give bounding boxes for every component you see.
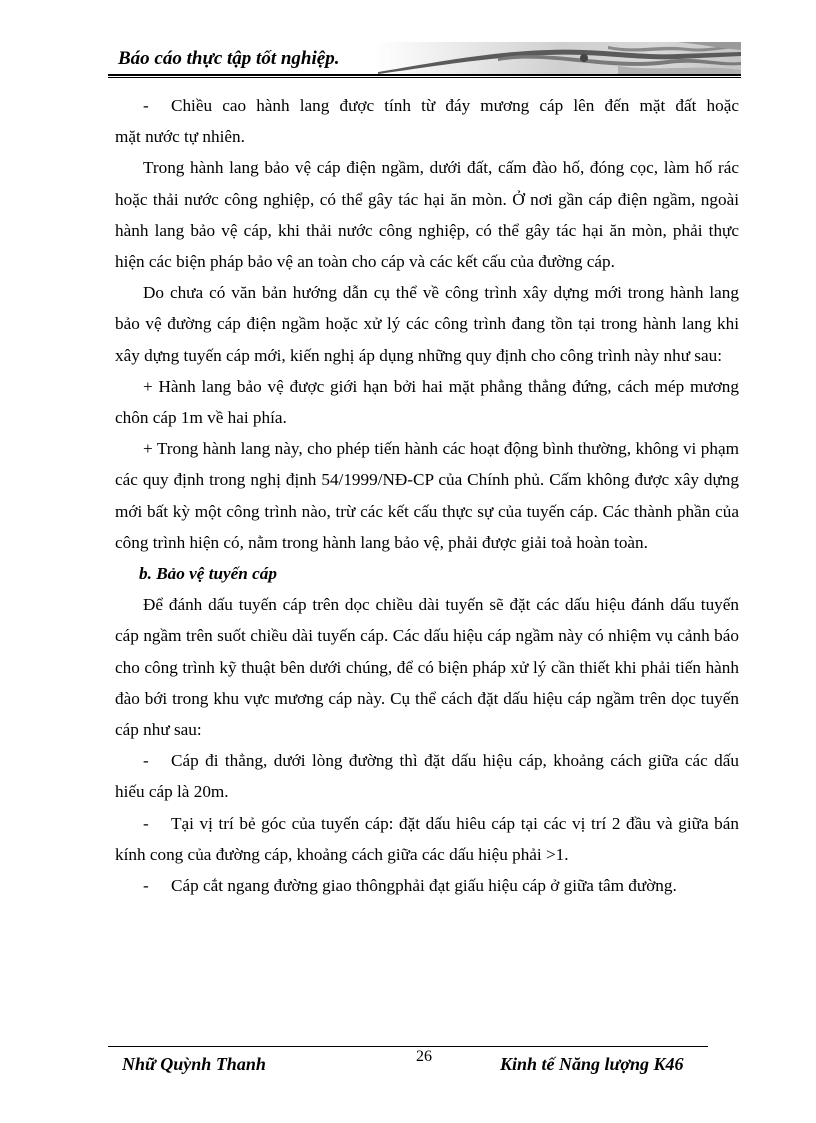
page-header	[108, 42, 741, 74]
paragraph: Do chưa có văn bản hướng dẫn cụ thể về công trình xây dựng mới trong hành lang bảo vệ đường cáp điện ngầm hoặc xử lý các công trình đang tồn tại trong hành lang khi xây dựng tuyến cáp mới, kiến nghị áp dụng những quy định cho công trình này như sau:	[115, 283, 739, 365]
bullet-corridor-height	[115, 90, 739, 121]
footer-department: Kinh tế Năng lượng K46	[500, 1054, 684, 1074]
section-subheading: b. Bảo vệ tuyến cáp	[139, 564, 277, 584]
header-decoration	[378, 42, 741, 74]
paragraph: Để đánh dấu tuyến cáp trên dọc chiều dài tuyến sẽ đặt các dấu hiệu đánh dấu tuyến cáp ngầm trên suốt chiều dài tuyến cáp. Các dấu hiệu cáp ngầm này có nhiệm vụ cảnh báo cho công trình kỹ thuật bên dưới chúng, để có biện pháp xử lý cần thiết khi phải tiến hành đào bới trong khu vực mương cáp này. Cụ thể cách đặt dấu hiệu cáp ngầm trên dọc tuyến cáp như sau:	[115, 595, 739, 740]
bullet-item	[115, 870, 739, 901]
footer-author: Nhữ Quỳnh Thanh	[122, 1054, 266, 1074]
paragraph: Trong hành lang bảo vệ cáp điện ngầm, dưới đất, cấm đào hố, đóng cọc, làm hố rác hoặc thải nước công nghiệp, có thể gây tác hại ăn mòn. Ở nơi gần cáp điện ngầm, ngoài hành lang bảo vệ cáp, khi thải nước công nghiệp, có thể gây tác hại ăn mòn, phải thực hiện các biện pháp bảo vệ an toàn cho cáp và các kết cấu của đường cáp.	[115, 158, 739, 272]
paragraph: + Hành lang bảo vệ được giới hạn bởi hai mặt phẳng thẳng đứng, cách mép mương chôn cáp 1m về hai phía.	[115, 376, 739, 428]
dash-marker: -	[143, 96, 149, 115]
bullet-item	[115, 808, 739, 870]
page-body	[115, 90, 739, 901]
header-rule-thin	[108, 77, 741, 78]
bullet-continuation: mặt nước tự nhiên.	[115, 127, 245, 147]
paragraph: + Trong hành lang này, cho phép tiến hành các hoạt động bình thường, không vi phạm các quy định trong nghị định 54/1999/NĐ-CP của Chính phủ. Cấm không được xây dựng mới bất kỳ một công trình nào, trừ các kết cấu thực sự của tuyến cáp. Các thành phần của công trình hiện có, nằm trong hành lang bảo vệ, phải được giải toả hoàn toàn.	[115, 439, 739, 552]
dash-marker: -	[143, 813, 149, 833]
dash-marker: -	[143, 876, 149, 896]
page-number: 26	[416, 1048, 432, 1065]
bullet-text: Chiều cao hành lang được tính từ đáy mương cáp lên đến mặt đất hoặc	[171, 96, 739, 115]
bullet-item	[115, 745, 739, 807]
bullet-text: Cáp cắt ngang đường giao thôngphải đạt giấu hiệu cáp ở giữa tâm đường.	[171, 876, 677, 896]
header-title: Báo cáo thực tập tốt nghiệp.	[118, 48, 340, 69]
header-rule	[108, 74, 741, 76]
dash-marker: -	[143, 751, 149, 771]
footer-rule	[108, 1046, 708, 1047]
bullet-text: Tại vị trí bẻ góc của tuyến cáp: đặt dấu hiêu cáp tại các vị trí 2 đầu và giữa bán kính cong của đường cáp, khoảng cách giữa các dấu hiệu phải >1.	[115, 813, 739, 864]
bullet-text: Cáp đi thẳng, dưới lòng đường thì đặt dấu hiệu cáp, khoảng cách giữa các dấu hiếu cáp là 20m.	[115, 751, 739, 802]
